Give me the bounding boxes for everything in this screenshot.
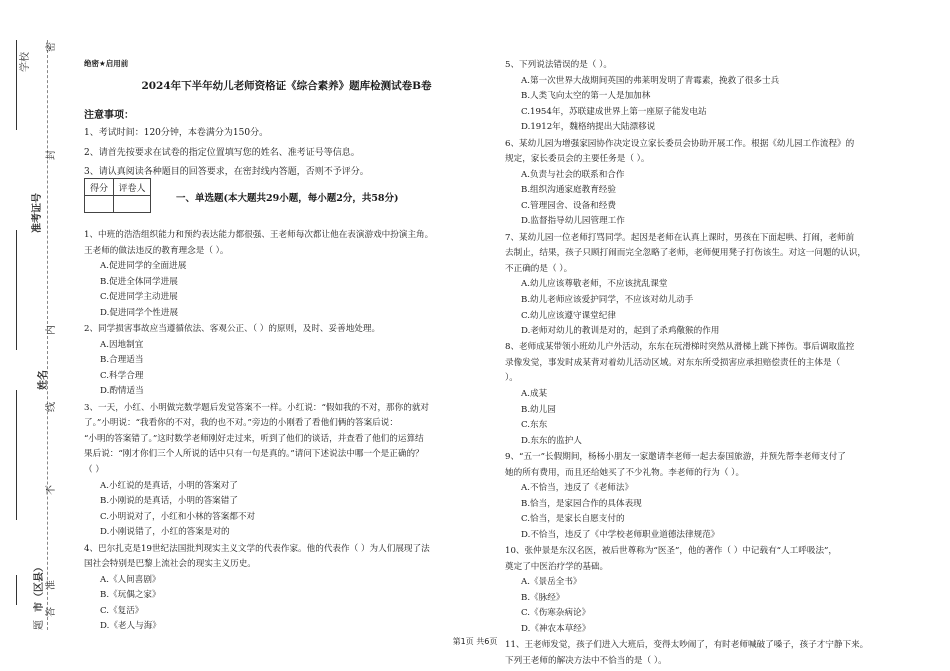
answer-option[interactable]: A.《景岳全书》 — [521, 577, 582, 588]
question-item — [505, 450, 846, 544]
question-stem-line: 不正确的是（ ）。 — [505, 263, 573, 274]
question-item — [84, 542, 430, 636]
answer-option[interactable]: B.小刚说的是真话，小明的答案错了 — [100, 496, 238, 507]
question-stem-line: 10、张仲景是东汉名医，被后世尊称为“医圣”，他的著作（ ）中记载有“人工呼吸法”， — [505, 546, 838, 557]
seal-word: 内 — [46, 325, 57, 335]
answer-option[interactable]: C.《伤寒杂病论》 — [521, 608, 591, 619]
answer-option[interactable]: B.促进全体同学进展 — [100, 276, 178, 287]
school-label: 学校 — [20, 52, 31, 72]
answer-option[interactable]: D.《老人与海》 — [100, 621, 161, 632]
answer-option[interactable]: A.促进同学的全面进展 — [100, 261, 187, 272]
question-stem-line: 3、一天，小红、小明做完数学题后发觉答案不一样。小红说：“假如我的不对，那你的就对 — [84, 402, 430, 413]
answer-option[interactable]: C.东东 — [521, 420, 548, 431]
question-item — [84, 228, 433, 322]
score-cell[interactable] — [85, 196, 114, 213]
district-label: 市（区县） — [34, 562, 45, 612]
seal-word: 准 — [46, 580, 57, 590]
answer-option[interactable]: C.科学合理 — [100, 370, 144, 381]
notice-heading: 注意事项： — [84, 110, 134, 121]
answer-option[interactable]: D.小刚说错了，小红的答案是对的 — [100, 527, 230, 538]
seal-word: 密 — [46, 42, 57, 52]
question-stem-line: 7、某幼儿园一位老师打骂同学。起因是老师在认真上课时，男孩在下面起哄、打闹，老师前 — [505, 232, 855, 243]
notice-item: 3、请认真阅读各种题目的回答要求，在密封线内答题，否则不予评分。 — [84, 167, 369, 177]
answer-option[interactable]: B.人类飞向太空的第一人是加加林 — [521, 91, 651, 102]
answer-option[interactable]: C.管理园舍、设备和经费 — [521, 200, 616, 211]
question-stem-line: 下列王老师的解决方法中不恰当的是（ ）。 — [505, 655, 667, 666]
page-title: 2024年下半年幼儿老师资格证《综合素养》题库检测试卷B卷 — [141, 80, 432, 92]
secret-mark: 绝密★启用前 — [84, 59, 129, 68]
score-label: 得分 — [85, 179, 114, 196]
name-label: 姓名 — [38, 370, 49, 390]
answer-option[interactable]: A.不恰当，违反了《老师法》 — [521, 483, 634, 494]
answer-option[interactable]: D.不恰当，违反了《中学校老师职业道德法律规范》 — [521, 529, 720, 540]
question-stem-line: 1、中班的浩浩组织能力和预约表达能力都很强、王老师每次都让他在表演游戏中扮演主角。 — [84, 230, 434, 240]
question-item — [505, 137, 854, 231]
question-stem-line: （ ） — [84, 464, 104, 475]
answer-option[interactable]: A.小红说的是真话，小明的答案对了 — [100, 480, 238, 491]
answer-option[interactable]: D.东东的监护人 — [521, 435, 582, 446]
answer-option[interactable]: A.负责与社会的联系和合作 — [521, 169, 625, 180]
question-stem-line: 国社会特别是巴黎上流社会的现实主义历史。 — [84, 559, 256, 570]
answer-option[interactable]: B.幼儿园 — [521, 404, 556, 415]
answer-option[interactable]: D.《神农本草经》 — [521, 624, 591, 635]
question-stem-line: 2、同学损害事故应当遵循依法、客观公正、（ ）的原则，及时、妥善地处理。 — [84, 324, 381, 335]
question-stem-line: 王老师的做法违反的教育理念是（ ）。 — [84, 245, 229, 256]
exam-no-field-line — [16, 230, 17, 350]
question-stem-line: 规定，家长委员会的主要任务是（ ）。 — [505, 154, 650, 165]
question-item — [84, 322, 380, 400]
answer-option[interactable]: B.幼儿老师应该爱护同学，不应该对幼儿动手 — [521, 294, 694, 305]
answer-option[interactable]: A.因地制宜 — [100, 339, 144, 350]
seal-word: 不 — [46, 485, 57, 495]
question-item — [505, 340, 854, 449]
question-stem-line: 了。”小明说：“我看你的不对，我的也不对。”旁边的小刚看了看他们俩的答案后说： — [84, 418, 398, 429]
question-stem-line: ）。 — [505, 373, 518, 384]
question-stem-line: 5、下列说法错误的是（ ）。 — [505, 60, 613, 70]
page-footer: 第1页 共6页 — [452, 637, 498, 646]
answer-option[interactable]: B.组织沟通家庭教育经验 — [521, 185, 616, 196]
binding-margin — [0, 0, 78, 671]
answer-option[interactable]: C.1954年，苏联建成世界上第一座原子能发电站 — [521, 106, 707, 117]
question-stem-line: “小明的答案错了。”这时数学老师刚好走过来，听到了他们的谈话，并查看了他们的运算结 — [84, 433, 424, 444]
question-stem-line: 9、“五一”长假期间，杨杨小朋友一家邀请李老师一起去泰国旅游，并预先帮李老师支付了 — [505, 452, 846, 462]
answer-option[interactable]: D.促进同学个性进展 — [100, 307, 179, 318]
question-stem-line: 果后说：“刚才你们三个人所说的话中只有一句是真的。”请问下述说法中哪一个是正确的？ — [84, 449, 424, 460]
answer-option[interactable]: C.小明说对了，小红和小林的答案都不对 — [100, 511, 256, 522]
score-box — [84, 178, 151, 213]
question-stem-line: 6、某幼儿园为增强家园协作决定设立家长委员会协助开展工作。根据《幼儿园工作流程》的 — [505, 138, 855, 149]
question-item — [505, 544, 837, 638]
question-stem-line: 8、老师成某带领小班幼儿户外活动，东东在玩滑梯时突然从滑梯上跳下摔伤。事后调取监控 — [505, 342, 855, 353]
district-field-line — [16, 575, 17, 605]
question-stem-line: 去制止，结果，孩子只顾打闹而完全忽略了老师，老师便用凳子打伤该生。对这一问题的认识， — [505, 248, 866, 259]
answer-option[interactable]: C.幼儿应该遵守课堂纪律 — [521, 310, 616, 321]
seal-word: 封 — [46, 150, 57, 160]
answer-option[interactable]: B.合理适当 — [100, 355, 144, 366]
question-stem-line: 她的所有费用，而且还给她买了不少礼物。李老师的行为（ ）。 — [505, 467, 745, 478]
seal-word: 答 — [46, 607, 57, 617]
section-heading: 一、单选题(本大题共29小题，每小题2分，共58分) — [176, 193, 399, 204]
answer-option[interactable]: A.成某 — [521, 389, 548, 400]
answer-option[interactable]: D.1912年，魏格纳提出大陆漂移说 — [521, 122, 656, 133]
question-stem-line: 4、巴尔扎克是19世纪法国批判现实主义文学的代表作家。他的代表作（ ）为人们展现了法 — [84, 543, 430, 554]
seal-word: 线 — [46, 402, 57, 412]
question-stem-line: 11、王老师发觉，孩子们进入大班后，变得太吵闹了，有时老师喊破了嗓子，孩子才宁静下来。 — [505, 640, 869, 651]
answer-option[interactable]: B.《脉经》 — [521, 592, 565, 603]
exam-no-label: 准考证号 — [32, 193, 43, 233]
notice-item: 2、请首先按要求在试卷的指定位置填写您的姓名、准考证号等信息。 — [84, 148, 360, 158]
notice-item: 1、考试时间：120分钟，本卷满分为150分。 — [84, 128, 269, 138]
marker-label: 评卷人 — [114, 179, 151, 196]
answer-option[interactable]: B.恰当，是家园合作的具体表现 — [521, 498, 642, 509]
answer-option[interactable]: C.恰当，是家长自愿支付的 — [521, 514, 625, 525]
question-item — [505, 58, 779, 136]
answer-option[interactable]: A.《人间喜剧》 — [100, 574, 161, 585]
answer-option[interactable]: B.《玩偶之家》 — [100, 590, 161, 601]
question-item — [505, 231, 866, 340]
marker-cell[interactable] — [114, 196, 151, 213]
answer-option[interactable]: D.酌情适当 — [100, 386, 144, 397]
question-stem-line: 录像发觉，事发时成某背对着幼儿活动区域。对东东所受损害应承担赔偿责任的主体是（ — [505, 357, 841, 368]
answer-option[interactable]: D.老师对幼儿的教训是对的，起到了杀鸡儆猴的作用 — [521, 326, 720, 337]
seal-dashed-line — [47, 40, 48, 630]
answer-option[interactable]: D.监督指导幼儿园管理工作 — [521, 216, 625, 227]
answer-option[interactable]: C.促进同学主动进展 — [100, 292, 178, 303]
question-item — [84, 401, 429, 541]
answer-option[interactable]: C.《复活》 — [100, 605, 144, 616]
answer-option[interactable]: A.幼儿应该尊敬老师，不应该扰乱课堂 — [521, 279, 668, 290]
answer-option[interactable]: A.第一次世界大战期间英国的弗莱明发明了青霉素，挽救了很多士兵 — [521, 75, 780, 86]
question-stem-line: 奠定了中医治疗学的基础。 — [505, 561, 609, 572]
seal-word: 题 — [34, 620, 45, 630]
name-field-line — [16, 390, 17, 520]
